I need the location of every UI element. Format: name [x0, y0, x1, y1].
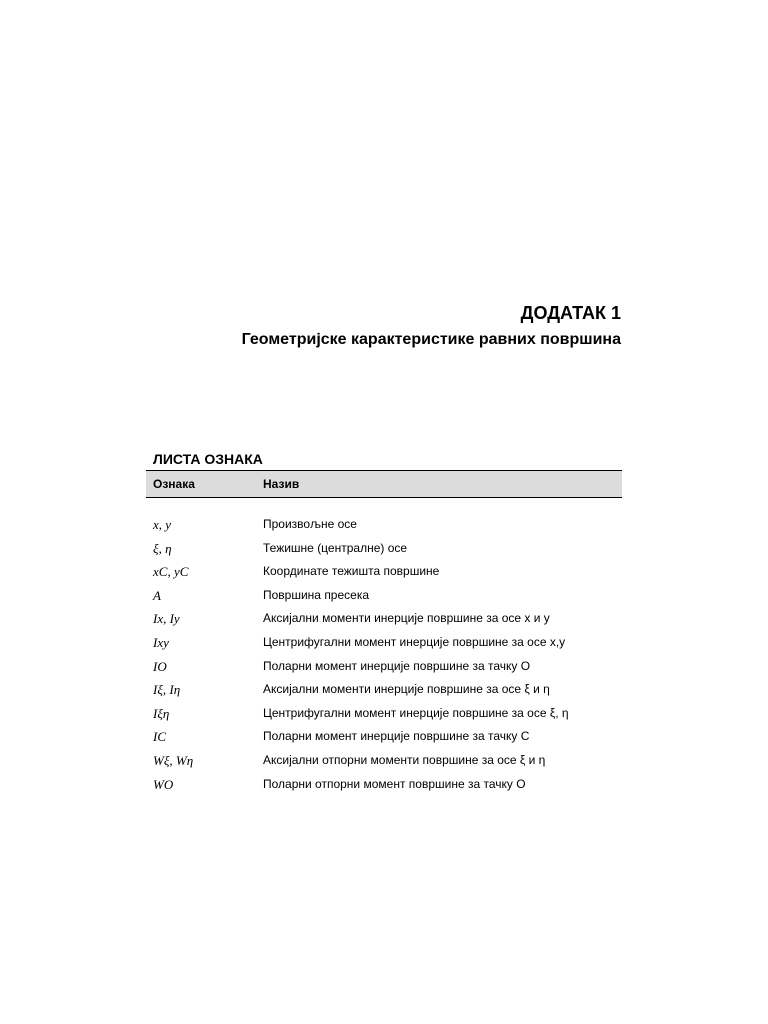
table-row: [0, 655, 768, 679]
table-row: [0, 584, 768, 608]
appendix-title: Геометријске карактеристике равних површина: [241, 331, 621, 348]
row-name: Центрифугални момент инерције површине за осе x,y: [263, 634, 566, 649]
table-row: [0, 631, 768, 655]
row-symbol: IC: [153, 729, 166, 745]
row-symbol: Ix, Iy: [153, 611, 180, 627]
row-name: Произвољне осе: [263, 517, 357, 531]
table-row: [0, 607, 768, 631]
table-row: [0, 513, 768, 537]
row-symbol: A: [153, 587, 161, 603]
row-symbol: xC, yC: [153, 564, 189, 580]
column-header-symbol: Ознака: [153, 477, 195, 491]
page-heading: [242, 300, 621, 352]
row-name: Аксијални отпорни моменти површине за осе ξ и η: [263, 752, 546, 767]
table-row: [0, 725, 768, 749]
row-name: Координате тежишта површине: [263, 564, 440, 579]
row-name: Аксијални моменти инерције површине за осе ξ и η: [263, 682, 550, 697]
row-name: Аксијални моменти инерције површине за осе x и y: [263, 611, 550, 626]
table-row: [0, 773, 768, 797]
row-name: Поларни отпорни момент површине за тачку O: [263, 776, 526, 791]
row-symbol: Ixy: [153, 634, 169, 650]
row-name: Тежишне (централне) осе: [263, 540, 408, 555]
row-symbol: ξ, η: [153, 540, 172, 556]
row-symbol: Wξ, Wη: [153, 752, 194, 768]
row-name: Поларни момент инерције површине за тачку C: [263, 729, 530, 744]
row-name: Центрифугални момент инерције површине за осе ξ, η: [263, 705, 569, 720]
table-row: [0, 702, 768, 726]
row-name: Поларни момент инерције површине за тачку O: [263, 658, 531, 673]
notation-table-body: [0, 513, 768, 796]
section-title: ЛИСТА ОЗНАКА: [153, 451, 263, 467]
table-row: [0, 560, 768, 584]
row-symbol: WO: [153, 776, 174, 792]
row-symbol: x, y: [153, 517, 172, 532]
column-header-name: Назив: [263, 477, 300, 491]
row-symbol: Iξ, Iη: [153, 682, 181, 698]
row-symbol: IO: [153, 658, 167, 674]
row-name: Површина пресека: [263, 587, 370, 602]
row-symbol: Iξη: [153, 705, 170, 721]
table-row: [0, 678, 768, 702]
table-row: [0, 749, 768, 773]
table-row: [0, 537, 768, 561]
table-header: [146, 470, 622, 498]
appendix-number: ДОДАТАК 1: [520, 303, 621, 323]
